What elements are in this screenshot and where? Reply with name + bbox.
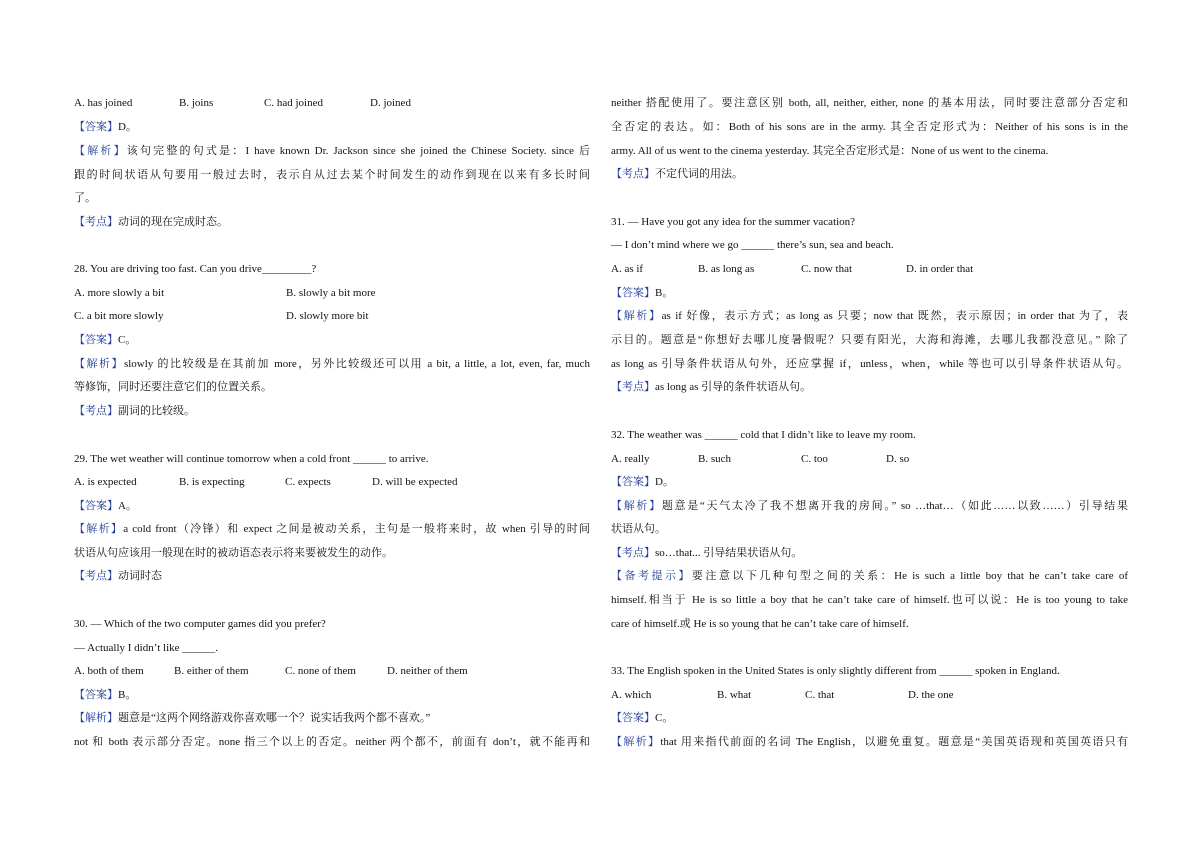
q29-answer (74, 499, 137, 513)
analysis-text: as if 好像，表示方式；as long as 只要；now that 既然，表示原因；in order that 为了，表 (661, 310, 1128, 322)
q32-option-a: A. really (611, 453, 650, 465)
q29-analysis-line-2: 状语从句应该用一般现在时的被动语态表示将来要被发生的动作。 (74, 547, 393, 559)
q32-answer (611, 475, 674, 489)
q28-option-c: C. a bit more slowly (74, 310, 164, 322)
q27-options (74, 96, 411, 110)
q29-options (74, 475, 458, 489)
answer-text: B。 (655, 287, 674, 299)
q32-option-d: D. so (886, 453, 910, 465)
q30-option-c: C. none of them (285, 665, 356, 677)
q27-option-a: A. has joined (74, 97, 133, 109)
analysis-tag: 【解析】 (74, 712, 118, 724)
analysis-tag: 【解析】 (611, 310, 662, 322)
q32-tip-line-2: himself.相当于 He is so little a boy that he can’t take care of himself.也可以说：He is too young to take (611, 594, 1128, 606)
q28-option-a: A. more slowly a bit (74, 287, 165, 299)
point-tag: 【考点】 (74, 216, 118, 228)
q27-analysis-line-2: 跟的时间状语从句要用一般过去时，表示自从过去某个时间发生的动作到现在以来有多长时间 (74, 169, 590, 181)
analysis-tag: 【解析】 (74, 145, 127, 157)
q30-answer (74, 688, 136, 702)
point-tag: 【考点】 (611, 381, 655, 393)
q27-answer (74, 120, 137, 134)
q29-option-a: A. is expected (74, 476, 137, 488)
analysis-text: 题意是“天气太冷了我不想离开我的房间。” so …that…（如此……以致……）引导结果 (661, 500, 1128, 512)
q32-tip-line-1 (611, 569, 1128, 583)
q28-analysis-line-2: 等修饰，同时还要注意它们的位置关系。 (74, 381, 272, 393)
q27-analysis-line-3: 了。 (74, 192, 96, 204)
q29-option-c: C. expects (285, 476, 331, 488)
q30-option-b: B. either of them (174, 665, 249, 677)
q33-option-d: D. the one (908, 689, 954, 701)
q30-option-a: A. both of them (74, 665, 144, 677)
q27-option-d: D. joined (370, 97, 411, 109)
q33-options (611, 688, 954, 702)
q31-option-a: A. as if (611, 263, 644, 275)
answer-text: A。 (118, 500, 137, 512)
answer-tag: 【答案】 (74, 500, 118, 512)
q33-stem: 33. The English spoken in the United States is only slightly different from ______ spoken in England. (611, 665, 1060, 677)
q33-answer (611, 711, 673, 725)
analysis-tag: 【解析】 (74, 358, 124, 370)
q31-stem-1: 31. — Have you got any idea for the summer vacation? (611, 216, 856, 228)
q30-stem-2: — Actually I didn’t like ______. (74, 642, 219, 654)
tip-text: 要注意以下几种句型之间的关系：He is such a little boy that he can’t take care of (691, 570, 1129, 582)
q33-analysis-line-1 (611, 735, 1128, 749)
q30-analysis-cont-3: army. All of us went to the cinema yesterday. 其完全否定形式是：None of us went to the cinema. (611, 145, 1049, 157)
answer-text: B。 (118, 689, 137, 701)
q31-analysis-line-3: as long as 引导条件状语从句外，还应掌握 if，unless，when，while 等也可以引导条件状语从句。 (611, 358, 1128, 370)
q31-options (611, 262, 973, 276)
q28-analysis-line-1 (74, 357, 590, 371)
q28-option-d: D. slowly more bit (286, 310, 369, 322)
q30-point (611, 167, 743, 181)
answer-tag: 【答案】 (74, 689, 118, 701)
tip-tag: 【备考提示】 (611, 570, 692, 582)
q31-option-c: C. now that (801, 263, 853, 275)
q29-analysis-line-1 (74, 522, 590, 536)
point-tag: 【考点】 (611, 547, 655, 559)
answer-tag: 【答案】 (74, 121, 118, 133)
analysis-tag: 【解析】 (611, 736, 661, 748)
q32-option-b: B. such (698, 453, 731, 465)
q30-option-d: D. neither of them (387, 665, 468, 677)
analysis-text: a cold front（冷锋）和 expect 之间是被动关系，主句是一般将来时，故 when 引导的时间 (123, 523, 591, 535)
analysis-text: 题意是“这两个网络游戏你喜欢哪一个？说实话我两个都不喜欢。” (118, 712, 431, 724)
q32-analysis-line-2: 状语从句。 (611, 523, 666, 535)
point-text: 不定代词的用法。 (655, 168, 743, 180)
q29-option-d: D. will be expected (372, 476, 458, 488)
q30-options (74, 664, 468, 678)
q32-analysis-line-1 (611, 499, 1128, 513)
q32-point (611, 546, 802, 560)
q28-point (74, 404, 195, 418)
q30-analysis-cont-2: 全否定的表达。如：Both of his sons are in the army. 其全否定形式为：Neither of his sons is in the (611, 121, 1128, 133)
q32-option-c: C. too (801, 453, 828, 465)
analysis-tag: 【解析】 (74, 523, 124, 535)
q28-answer (74, 333, 136, 347)
answer-text: C。 (655, 712, 674, 724)
q33-option-b: B. what (717, 689, 752, 701)
q27-option-c: C. had joined (264, 97, 323, 109)
q33-option-c: C. that (805, 689, 835, 701)
point-text: 副词的比较级。 (118, 405, 195, 417)
q27-analysis-line-1 (74, 144, 590, 158)
q31-analysis-line-1 (611, 309, 1128, 323)
q30-analysis-line-1 (74, 711, 430, 725)
point-text: as long as 引导的条件状语从句。 (655, 381, 812, 393)
q33-option-a: A. which (611, 689, 652, 701)
answer-text: D。 (118, 121, 137, 133)
point-text: 动词时态 (118, 570, 162, 582)
analysis-tag: 【解析】 (611, 500, 662, 512)
q32-tip-line-3: care of himself.或 He is so young that he can’t take care of himself. (611, 618, 909, 630)
q30-analysis-line-2: not 和 both 表示部分否定。none 指三个以上的否定。neither 两个都不，前面有 don’t，就不能再和 (74, 736, 590, 748)
q27-option-b: B. joins (179, 97, 214, 109)
q29-option-b: B. is expecting (179, 476, 245, 488)
point-tag: 【考点】 (74, 405, 118, 417)
q30-stem-1: 30. — Which of the two computer games did you prefer? (74, 618, 326, 630)
q28-stem: 28. You are driving too fast. Can you drive_________? (74, 263, 317, 275)
point-tag: 【考点】 (74, 570, 118, 582)
answer-tag: 【答案】 (74, 334, 118, 346)
q28-option-b: B. slowly a bit more (286, 287, 376, 299)
q31-answer (611, 286, 673, 300)
q32-options (611, 452, 909, 466)
q31-stem-2: — I don’t mind where we go ______ there’s sun, sea and beach. (611, 239, 894, 251)
analysis-text: slowly 的比较级是在其前加 more，另外比较级还可以用 a bit, a little, a lot, even, far, much (123, 358, 590, 370)
q30-analysis-cont-1: neither 搭配使用了。要注意区别 both, all, neither, either, none 的基本用法，同时要注意部分否定和 (611, 97, 1128, 109)
q31-point (611, 380, 811, 394)
q29-point (74, 569, 162, 583)
answer-tag: 【答案】 (611, 287, 655, 299)
analysis-text: 该句完整的句式是：I have known Dr. Jackson since she joined the Chinese Society. since 后 (126, 145, 590, 157)
answer-text: C。 (118, 334, 137, 346)
q31-analysis-line-2: 示目的。题意是“你想好去哪儿度暑假呢？只要有阳光，大海和海滩，去哪儿我都没意见。” 除了 (611, 334, 1128, 346)
q31-option-b: B. as long as (698, 263, 755, 275)
point-tag: 【考点】 (611, 168, 655, 180)
answer-tag: 【答案】 (611, 476, 655, 488)
q29-stem: 29. The wet weather will continue tomorrow when a cold front ______ to arrive. (74, 453, 429, 465)
q27-point (74, 215, 228, 229)
point-text: so…that... 引导结果状语从句。 (655, 547, 803, 559)
q28-options-row-1 (74, 286, 376, 300)
analysis-text: that 用来指代前面的名词 The English，以避免重复。题意是“美国英语现和英国英语只有 (660, 736, 1129, 748)
q32-stem: 32. The weather was ______ cold that I didn’t like to leave my room. (611, 429, 916, 441)
answer-text: D。 (655, 476, 674, 488)
answer-tag: 【答案】 (611, 712, 655, 724)
point-text: 动词的现在完成时态。 (118, 216, 228, 228)
q28-options-row-2 (74, 309, 369, 323)
q31-option-d: D. in order that (906, 263, 974, 275)
